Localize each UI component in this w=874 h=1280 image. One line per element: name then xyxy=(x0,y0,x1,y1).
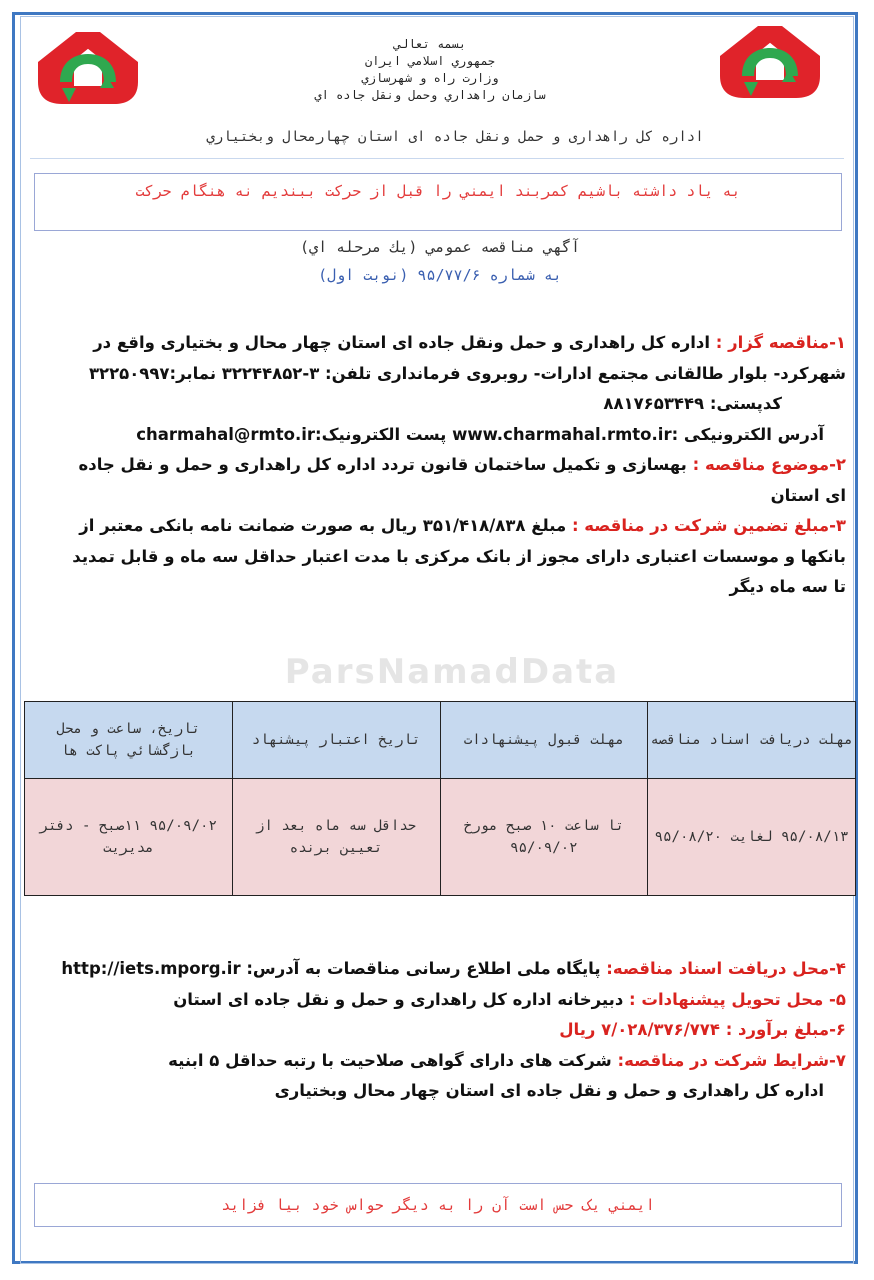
estimate-value: ۷/۰۲۸/۳۷۶/۷۷۴ ریال xyxy=(559,1020,726,1039)
section-1-line-1 xyxy=(26,328,846,359)
item-label: ۴-محل دریافت اسناد مناقصه: xyxy=(606,959,846,978)
section-label: ۳-مبلغ تضمین شرکت در مناقصه : xyxy=(571,516,846,535)
logo-mark xyxy=(716,20,824,118)
watermark: ParsNamadData xyxy=(284,652,620,692)
table-row xyxy=(25,779,856,896)
item-label: ۶-مبلغ برآورد : xyxy=(725,1020,846,1039)
item-label: ۵- محل تحویل پیشنهادات : xyxy=(629,989,846,1009)
header-line: سازمان راهداري وحمل ونقل جاده اي xyxy=(314,88,546,102)
item-label: ۷-شرایط شرکت در مناقصه: xyxy=(617,1050,846,1070)
section-2-line-1 xyxy=(26,450,846,481)
table-header-cell: تاريخ اعتبار پيشنهاد xyxy=(232,702,440,779)
letterhead xyxy=(150,36,710,104)
section-label: ۱-مناقصه گزار : xyxy=(715,333,846,352)
section-3-line-2: بانکها و موسسات اعتباری دارای مجوز از بانک مرکزی با مدت اعتبار حداقل سه ماه و قابل تمدید xyxy=(72,546,846,566)
tender-number: به شماره ۹۵/۷۷/۶ (نوبت اول) xyxy=(318,266,562,284)
section-text: بهسازی و تکمیل ساختمان قانون تردد اداره کل راهداری و حمل و نقل جاده xyxy=(78,455,693,474)
seatbelt-notice: به ياد داشته باشيم کمربند ايمني را قبل از حرکت ببنديم نه هنگام حرکت xyxy=(34,173,842,231)
item-5 xyxy=(26,985,846,1016)
table-cell: تا ساعت ۱۰ صبح مورخ ۹۵/۰۹/۰۲ xyxy=(440,779,648,896)
item-7-line-2: اداره کل راهداری و حمل و نقل جاده ای استان چهار محال وبختیاری xyxy=(274,1081,824,1100)
table-header-cell: مهلت قبول پيشنهادات xyxy=(440,702,648,779)
table-cell: ۹۵/۰۹/۰۲ ۱۱صبح - دفتر مديريت xyxy=(25,779,233,896)
table-header-cell: مهلت دريافت اسناد مناقصه xyxy=(648,702,856,779)
section-3-line-1 xyxy=(26,511,846,542)
logo-mark xyxy=(34,26,142,124)
item-text: دبیرخانه اداره کل راهداری و حمل و نقل جاده ای استان xyxy=(173,989,630,1009)
table-header-cell: تاريخ، ساعت و محل بازگشائي پاکت ها xyxy=(25,702,233,779)
table-header-row xyxy=(25,702,856,779)
header-divider xyxy=(30,158,844,159)
section-1-line-4: آدرس الکترونیکی :www.charmahal.rmto.ir پست الکترونیک:charmahal@rmto.ir xyxy=(136,424,824,444)
header-line: وزارت راه و شهرسازي xyxy=(361,71,499,85)
organization-name: اداره کل راهداری و حمل ونقل جاده ای استان چهارمحال وبختياري xyxy=(206,129,704,145)
item-4 xyxy=(26,954,846,985)
section-1-line-3: کدپستی: ۸۸۱۷۶۵۳۴۴۹ xyxy=(603,394,782,413)
schedule-table xyxy=(24,701,856,896)
header-line: جمهوري اسلامي ايران xyxy=(364,54,496,68)
table-cell: ۹۵/۰۸/۱۳ لغايت ۹۵/۰۸/۲۰ xyxy=(648,779,856,896)
item-6 xyxy=(26,1015,846,1046)
tender-title: آگهي مناقصه عمومي (يك مرحله اي) xyxy=(300,238,580,256)
header-line: بسمه تعالي xyxy=(393,37,467,51)
tender-conditions xyxy=(26,954,846,1107)
section-text: اداره کل راهداری و حمل ونقل جاده ای استان چهار محال و بختیاری واقع در xyxy=(93,333,716,352)
table-cell: حداقل سه ماه بعد از تعيين برنده xyxy=(232,779,440,896)
section-label: ۲-موضوع مناقصه : xyxy=(692,455,846,474)
section-2-line-2: ای استان xyxy=(770,485,846,505)
item-text: پایگاه ملی اطلاع رسانی مناقصات به آدرس: http://iets.mporg.ir xyxy=(61,959,607,978)
safety-footer-notice: ايمني يک حس است آن را به ديگر حواس خود بيا فزايد xyxy=(34,1183,842,1227)
item-text: شرکت های دارای گواهی صلاحیت با رتبه حداقل ۵ ابنیه xyxy=(168,1050,618,1070)
section-3-line-3: تا سه ماه دیگر xyxy=(729,577,846,596)
section-text: مبلغ ۳۵۱/۴۱۸/۸۳۸ ریال به صورت ضمانت نامه بانکی معتبر از xyxy=(79,516,572,535)
section-1-line-2: شهرکرد- بلوار طالقانی مجتمع ادارات- روبروی فرمانداری تلفن: ۳-۳۲۲۴۴۸۵۲ نمابر:۳۲۲۵۰۹۹۷ xyxy=(88,363,846,383)
tender-details xyxy=(26,328,846,603)
item-7 xyxy=(26,1046,846,1077)
